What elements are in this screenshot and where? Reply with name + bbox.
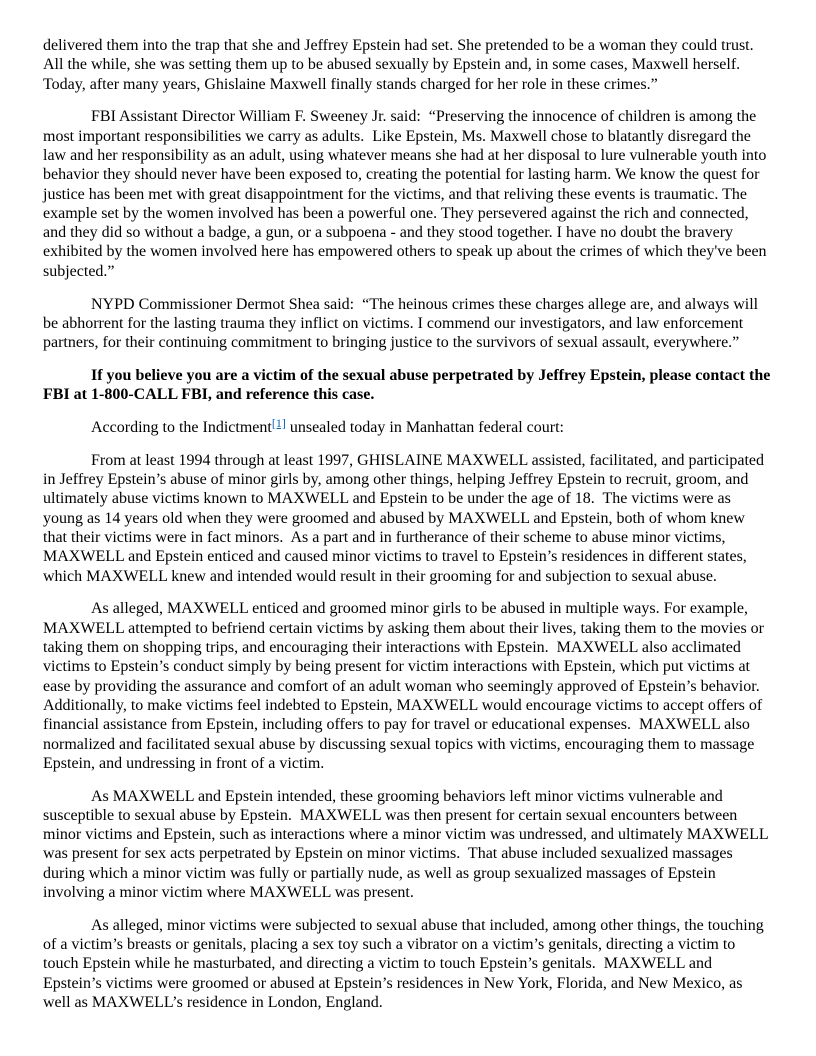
footnote-1-link[interactable]: [1]: [271, 416, 286, 431]
footnote-superscript: [272, 416, 286, 430]
paragraph-grooming-methods: As alleged, MAXWELL enticed and groomed minor girls to be abused in multiple ways. For example, MAXWELL attempted to befriend certain victims by asking them about their lives, taking them to the movies or taking them on shopping trips, and encouraging their interactions with Epstein. MAXWELL also acclimated victims to Epstein’s conduct simply by being present for victim interactions with Epstein, which put victims at ease by providing the assurance and comfort of an adult woman who seemingly approved of Epstein’s behavior. Additionally, to make victims feel indebted to Epstein, MAXWELL would encourage victims to accept offers of financial assistance from Epstein, including offers to pay for travel or educational expenses. MAXWELL also normalized and facilitated sexual abuse by discussing sexual topics with victims, encouraging them to massage Epstein, and undressing in front of a victim.: [43, 600, 769, 772]
paragraph-nypd-statement: NYPD Commissioner Dermot Shea said: “The heinous crimes these charges allege are, and always will be abhorrent for the lasting trauma they inflict on victims. I commend our investigators, and law enforcement partners, for their continuing commitment to bringing justice to the survivors of sexual assault, everywhere.”: [43, 295, 763, 352]
paragraph-abuse-presence: As MAXWELL and Epstein intended, these grooming behaviors left minor victims vulnerable and susceptible to sexual abuse by Epstein. MAXWELL was then present for certain sexual encounters between minor victims and Epstein, such as interactions where a minor victim was undressed, and ultimately MAXWELL was present for sex acts perpetrated by Epstein on minor victims. That abuse included sexualized massages during which a minor victim was fully or partially nude, as well as group sexualized massages of Epstein involving a minor victim where MAXWELL was present.: [43, 787, 773, 902]
paragraph-indictment-intro: [43, 418, 772, 437]
paragraph-victim-notice: If you believe you are a victim of the sexual abuse perpetrated by Jeffrey Epstein, please contact the FBI at 1-800-CALL FBI, and reference this case.: [43, 366, 775, 404]
indictment-intro-text-before: According to the Indictment: [91, 419, 272, 437]
indictment-intro-text-after: unsealed today in Manhattan federal court:: [285, 419, 564, 437]
paragraph-abuse-details: As alleged, minor victims were subjected to sexual abuse that included, among other things, the touching of a victim’s breasts or genitals, placing a sex toy such a vibrator on a victim’s genitals, directing a victim to touch Epstein while he masturbated, and directing a victim to touch Epstein’s genitals. MAXWELL and Epstein’s victims were groomed or abused at Epstein’s residences in New York, Florida, and New Mexico, as well as MAXWELL’s residence in London, England.: [43, 916, 768, 1012]
paragraph-fbi-statement: FBI Assistant Director William F. Sweeney Jr. said: “Preserving the innocence of children is among the most important responsibilities we carry as adults. Like Epstein, Ms. Maxwell chose to blatantly disregard the law and her responsibility as an adult, using whatever means she had at her disposal to lure vulnerable youth into behavior they should never have been exposed to, creating the potential for lasting harm. We know the quest for justice has been met with great disappointment for the victims, and that reliving these events is traumatic. The example set by the women involved has been a powerful one. They persevered against the rich and connected, and they did so without a badge, a gun, or a subpoena - and they stood together. I have no doubt the bravery exhibited by the women involved here has empowered others to speak up about the crimes of which they've been subjected.”: [43, 108, 771, 280]
paragraph-continuation: delivered them into the trap that she and Jeffrey Epstein had set. She pretended to be a woman they could trust. All the while, she was setting them up to be abused sexually by Epstein and, in some cases, Maxwell herself. Today, after many years, Ghislaine Maxwell finally stands charged for her role in these crimes.”: [43, 37, 757, 93]
paragraph-indictment-overview: From at least 1994 through at least 1997, GHISLAINE MAXWELL assisted, facilitated, and participated in Jeffrey Epstein’s abuse of minor girls by, among other things, helping Jeffrey Epstein to recruit, groom, and ultimately abuse victims known to MAXWELL and Epstein to be under the age of 18. The victims were as young as 14 years old when they were groomed and abused by MAXWELL and Epstein, both of whom knew that their victims were in fact minors. As a part and in furtherance of their scheme to abuse minor victims, MAXWELL and Epstein enticed and caused minor victims to travel to Epstein’s residences in different states, which MAXWELL knew and intended would result in their grooming for and subjection to sexual abuse.: [43, 451, 769, 585]
